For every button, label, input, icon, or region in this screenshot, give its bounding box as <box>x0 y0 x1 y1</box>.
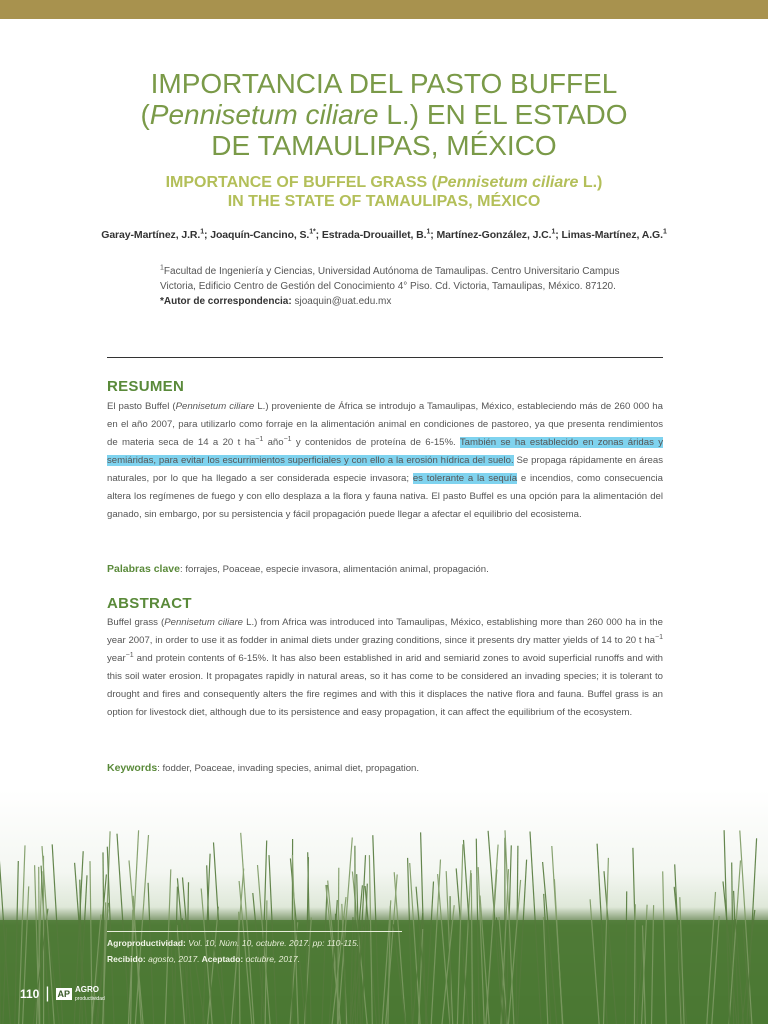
keywords-label: Palabras clave <box>107 563 180 575</box>
resumen-keywords: Palabras clave: forrajes, Poaceae, especie invasora, alimentación animal, propagación. <box>107 563 489 575</box>
article-subtitle: IMPORTANCE OF BUFFEL GRASS (Pennisetum ciliare L.) IN THE STATE OF TAMAULIPAS, MÉXICO <box>165 174 603 210</box>
grass-field-image <box>0 790 768 1024</box>
abstract-heading: ABSTRACT <box>107 595 192 612</box>
logo-mark: AP <box>57 989 71 999</box>
correspondence-label: *Autor de correspondencia: <box>160 296 292 307</box>
title-line-3: DE TAMAULIPAS, MÉXICO <box>211 130 557 161</box>
author-list <box>60 229 708 241</box>
affiliation: $^1$Facultad de Ingeniería y Ciencias, Universidad Autónoma de Tamaulipas. Centro Universitario Campus Victoria, Edificio Centro de Gestión del Conocimiento 4° Piso. Cd. Victoria, Tamaulipas, México. 87120. *Autor de correspondencia: sjoaquin@uat.edu.mx <box>160 264 620 307</box>
page-number: 110 <box>20 987 40 1001</box>
footer-separator: | <box>45 985 50 1002</box>
affiliation-text: Facultad de Ingeniería y Ciencias, Universidad Autónoma de Tamaulipas. Centro Universitario Campus Victoria, Edificio Centro de Gestión del Conocimiento 4° Piso. Cd. Victoria, Tamaulipas, México. 87120. <box>160 266 620 292</box>
title-line-1: IMPORTANCIA DEL PASTO BUFFEL <box>150 68 618 99</box>
abstract-body: Buffel grass (Pennisetum ciliare L.) from Africa was introduced into Tamaulipas, México, establishing more than 260 000 ha in the year 2007, in order to use it as fodder in animal diets under grazing conditions, since it presents dry matter yields of 14 to 20 t $ha^{-1}$ year$^{-1}$ and protein contents of 6-15%. It has also been established in arid and semiarid zones to avoid superficial runoffs and with this soil water erosion. It propagates rapidly in natural areas, so it has come to be considered an invading species; it is tolerant to drought and fires and consequently alters the fire regimes and with this it displaces the native flora and fauna. Buffel grass is an option for livestock diet, although due to its persistence and easy propagation, it can affect the equilibrium of the ecosystem. <box>107 617 663 718</box>
author: Estrada-Drouaillet, B.$^1$; <box>321 228 437 241</box>
page-footer <box>20 985 105 1003</box>
dates-line: Recibido: agosto, 2017. Aceptado: octubre, 2017. <box>107 954 300 964</box>
author: Joaquín-Cancino, S.$^{1*}$; <box>210 228 322 241</box>
citation-line: Agroproductividad: Vol. 10, Núm. 10, octubre. 2017. pp: 110-115. <box>107 938 360 948</box>
author: Limas-Martínez, A.G.$^1$ <box>561 228 667 241</box>
author: Garay-Martínez, J.R.$^1$; <box>101 228 211 241</box>
resumen-body: El pasto Buffel (Pennisetum ciliare L.) proveniente de África se introdujo a Tamaulipas, México, estableciendo más de 260 000 ha en el año 2007, para utilizarlo como forraje en la alimentación animal en condiciones de pastoreo, ya que presenta rendimientos de materia seca de 14 a 20 t $ha^{-1}$ año$^{-1}$ y contenidos de proteína de 6-15%. También se ha establecido en zonas áridas y semiáridas, para evitar los escurrimientos superficiales y con ello a la erosión hídrica del suelo. Se propaga rápidamente en áreas naturales, por lo que ha llegado a ser considerada especie invasora; es tolerante a la sequía e incendios, como consecuencia altera los regímenes de fuego y con ello desplaza a la flora y fauna nativa. El pasto Buffel es una opción para la alimentación del ganado, sin embargo, por su persistencia y fácil propagación puede llegar a afectar el equilibrio del ecosistema. <box>107 401 663 520</box>
keywords-label: Keywords <box>107 762 158 774</box>
article-title: IMPORTANCIA DEL PASTO BUFFEL (Pennisetum ciliare L.) EN EL ESTADO DE TAMAULIPAS, MÉXICO <box>140 68 628 161</box>
resumen-heading: RESUMEN <box>107 378 185 395</box>
author: Martínez-González, J.C.$^1$; <box>436 228 562 241</box>
highlighted-text[interactable]: es tolerante a la sequía <box>412 473 518 484</box>
highlighted-text[interactable]: También se ha establecido en zonas áridas y semiáridas, para evitar los escurrimientos superficiales y con ello a la erosión hídrica del suelo. <box>107 437 663 466</box>
footer-divider <box>107 931 402 932</box>
grass-blade <box>355 846 356 1024</box>
top-gold-bar <box>0 0 768 19</box>
header-divider <box>107 357 663 358</box>
title-species-name: Pennisetum ciliare <box>149 99 379 130</box>
correspondence-email[interactable]: sjoaquin@uat.edu.mx <box>294 296 392 307</box>
journal-logo: AP AGRO productividad <box>57 984 105 1002</box>
abstract-keywords: Keywords: fodder, Poaceae, invading species, animal diet, propagation. <box>107 762 420 774</box>
